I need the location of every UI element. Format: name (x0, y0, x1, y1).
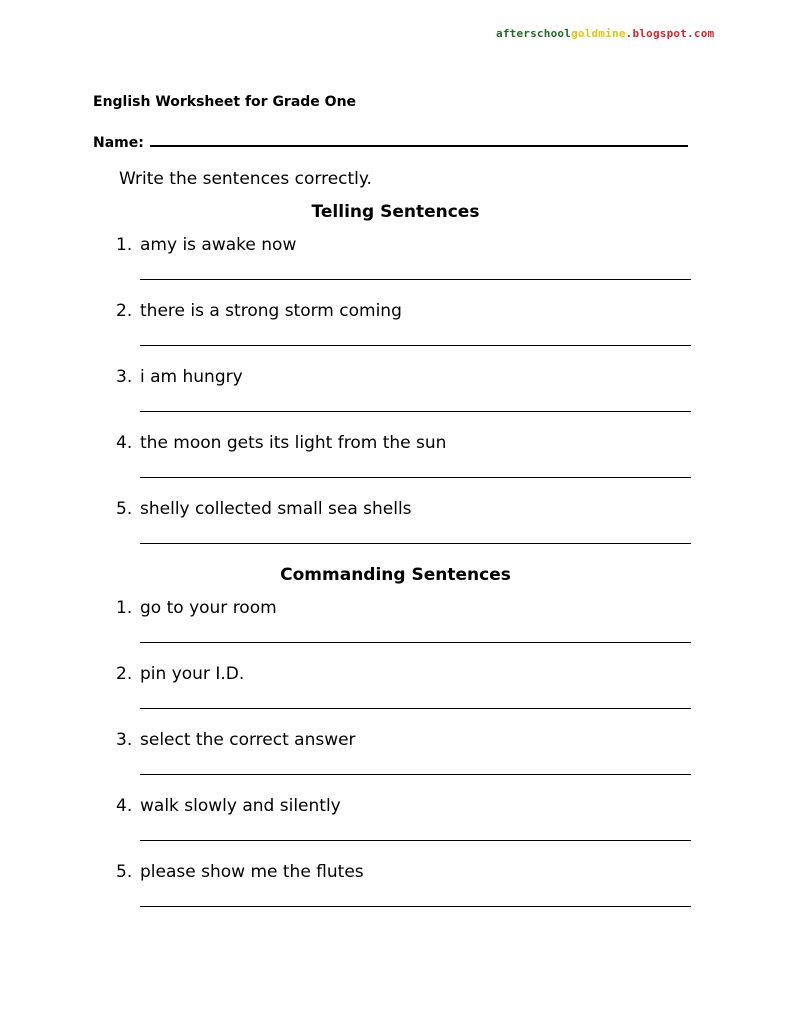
watermark-part-2: goldmine (571, 27, 626, 40)
item-sentence: walk slowly and silently (140, 796, 341, 816)
item-sentence: the moon gets its light from the sun (140, 433, 447, 453)
item-number: 3. (116, 367, 133, 387)
answer-line[interactable] (140, 708, 691, 709)
item-number: 5. (116, 499, 133, 519)
list-item (116, 598, 696, 658)
answer-line[interactable] (140, 345, 691, 346)
answer-line[interactable] (140, 477, 691, 478)
item-number: 4. (116, 433, 133, 453)
list-item (116, 235, 696, 295)
item-sentence: amy is awake now (140, 235, 297, 255)
answer-line[interactable] (140, 840, 691, 841)
watermark-part-3: .blogspot.com (625, 27, 715, 40)
answer-line[interactable] (140, 774, 691, 775)
item-sentence: select the correct answer (140, 730, 356, 750)
list-item (116, 433, 696, 493)
list-item (116, 499, 696, 559)
name-row (93, 131, 688, 151)
watermark-part-1: afterschool (496, 27, 572, 40)
item-sentence: i am hungry (140, 367, 243, 387)
answer-line[interactable] (140, 411, 691, 412)
instruction-text: Write the sentences correctly. (119, 169, 372, 189)
section-title-commanding: Commanding Sentences (280, 565, 511, 585)
answer-line[interactable] (140, 279, 691, 280)
answer-line[interactable] (140, 906, 691, 907)
list-item (116, 664, 696, 724)
list-item (116, 730, 696, 790)
section-title-telling: Telling Sentences (311, 202, 480, 222)
list-item (116, 301, 696, 361)
item-number: 2. (116, 664, 133, 684)
item-number: 1. (116, 235, 133, 255)
item-number: 3. (116, 730, 133, 750)
item-sentence: please show me the flutes (140, 862, 364, 882)
item-sentence: pin your I.D. (140, 664, 245, 684)
site-watermark (496, 27, 714, 40)
answer-line[interactable] (140, 642, 691, 643)
list-item (116, 796, 696, 856)
item-sentence: shelly collected small sea shells (140, 499, 412, 519)
answer-line[interactable] (140, 543, 691, 544)
item-number: 1. (116, 598, 133, 618)
name-blank-line[interactable] (150, 131, 688, 147)
item-number: 4. (116, 796, 133, 816)
item-sentence: go to your room (140, 598, 277, 618)
list-item (116, 367, 696, 427)
list-item (116, 862, 696, 922)
item-sentence: there is a strong storm coming (140, 301, 402, 321)
worksheet-title: English Worksheet for Grade One (93, 94, 357, 110)
item-number: 2. (116, 301, 133, 321)
name-label: Name: (93, 135, 144, 151)
item-number: 5. (116, 862, 133, 882)
